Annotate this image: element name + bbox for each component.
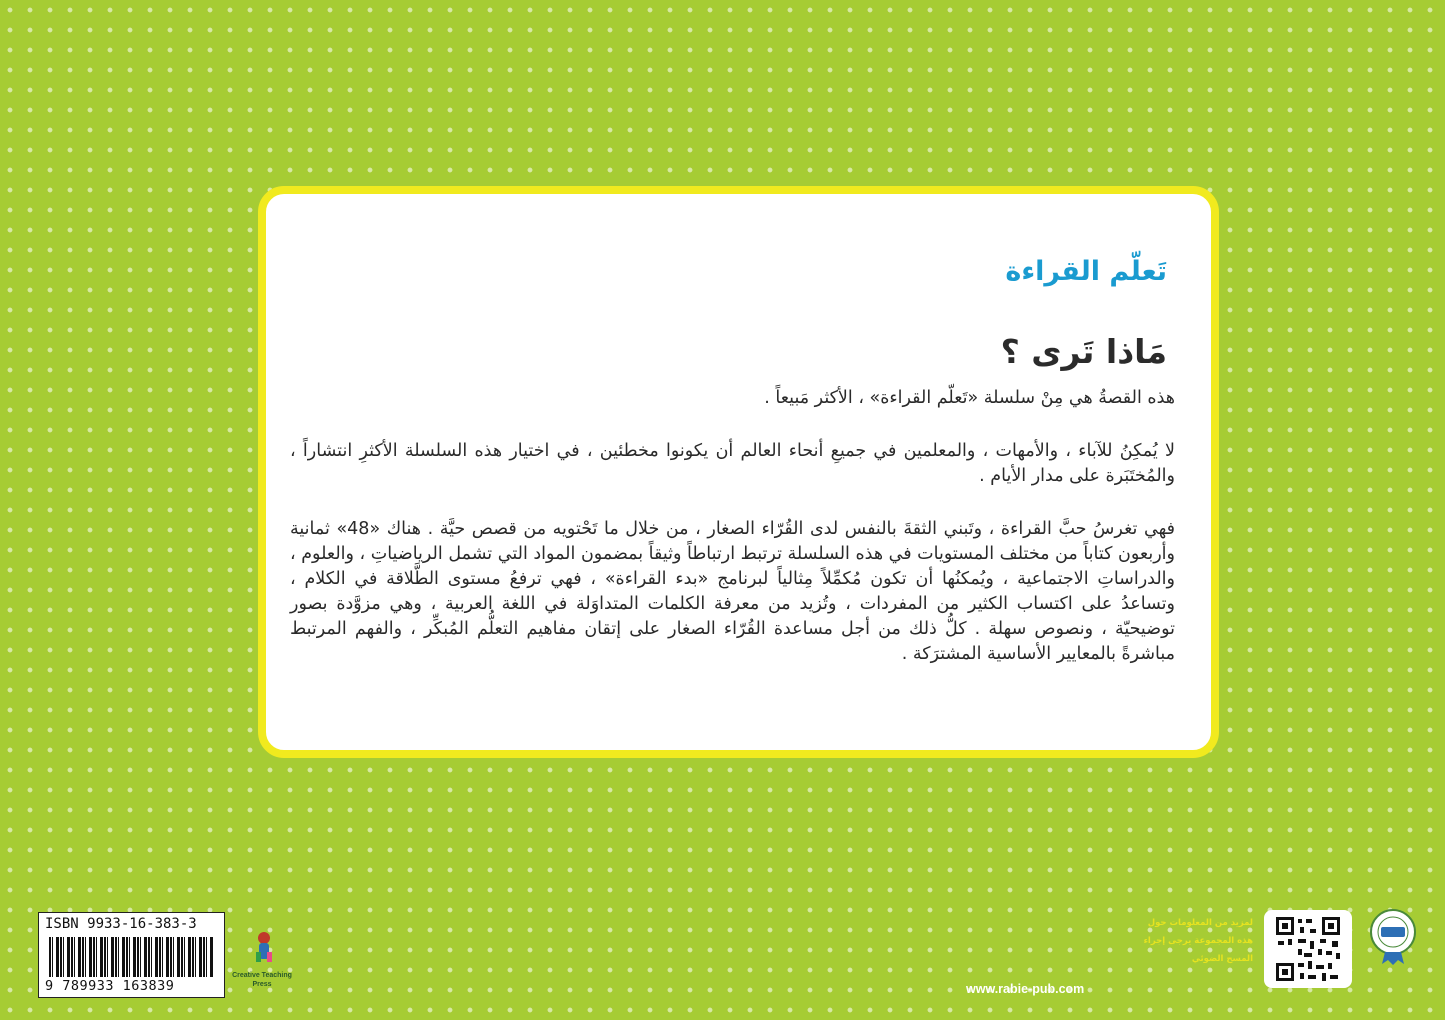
info-panel	[258, 186, 1219, 758]
paragraph-2: لا يُمكِنُ للآباء ، والأمهات ، والمعلمين في جميعِ أنحاء العالم أن يكونوا مخطئين ، في اختيار هذه السلسلة الأكثرِ انتشاراً ، والمُختَبَرة على مدار الأيام .	[290, 441, 1175, 486]
section-heading: مَاذا تَرى ؟	[1000, 332, 1167, 371]
isbn-barcode	[38, 912, 225, 998]
website-url[interactable]: www.rabie-pub.com	[966, 982, 1085, 996]
publisher-logo	[230, 916, 294, 1012]
publisher-logo-text: Creative Teaching Press	[232, 972, 292, 988]
qr-code[interactable]	[1264, 910, 1352, 988]
arab-thought-award-seal-icon	[1368, 908, 1418, 966]
series-title: تَعلّم القراءة	[1005, 256, 1167, 287]
barcode-number: 9 789933 163839	[45, 978, 175, 994]
barcode-icon	[49, 937, 214, 977]
isbn-label: ISBN 9933-16-383-3	[45, 916, 197, 932]
paragraph-3: فهي تغرسُ حبَّ القراءة ، وتَبني الثقةَ بالنفس لدى القُرّاء الصغار ، من خلال ما تَحْتويه من قصص حيَّة . هناك «48» ثمانية وأربعون كتاباً من مختلف المستويات في هذه السلسلة ترتبط ارتباطاً وثيقاً بمضمون المواد التي تشمل الرياضياتِ ، والعلوم ، والدراساتِ الاجتماعية ، ويُمكنُها أن تكون مُكمِّلاً مِثالياً لبرنامج «بدء القراءة» ، فهي ترفعُ مستوى الطَّلاقة في الكلام ، وتساعدُ على اكتساب الكثير من المفردات ، وتُزيد من معرفة الكلمات المتداوَلة في اللغة العربية ، وهي مزوَّدة بصور توضيحيّة ، ونصوص سهلة . كلُّ ذلك من أجل مساعدة القُرّاء الصغار على إتقان مفاهيم التعلُّم المُبكِّر ، والفهم المرتبط مباشرةً بالمعايير الأساسية المشترَكة .	[290, 519, 1176, 664]
description-text	[290, 386, 1175, 695]
scan-info-text: لمزيد من المعلومات حول هذه المجموعة يرجى إجراء المسح الضوئي	[1143, 918, 1253, 964]
qr-code-icon	[1264, 910, 1352, 988]
paragraph-1: هذه القصةُ هي مِنْ سلسلة «تَعلّم القراءة» ، الأكثر مَبيعاً .	[764, 388, 1175, 408]
crescent-logo-icon	[230, 916, 294, 972]
